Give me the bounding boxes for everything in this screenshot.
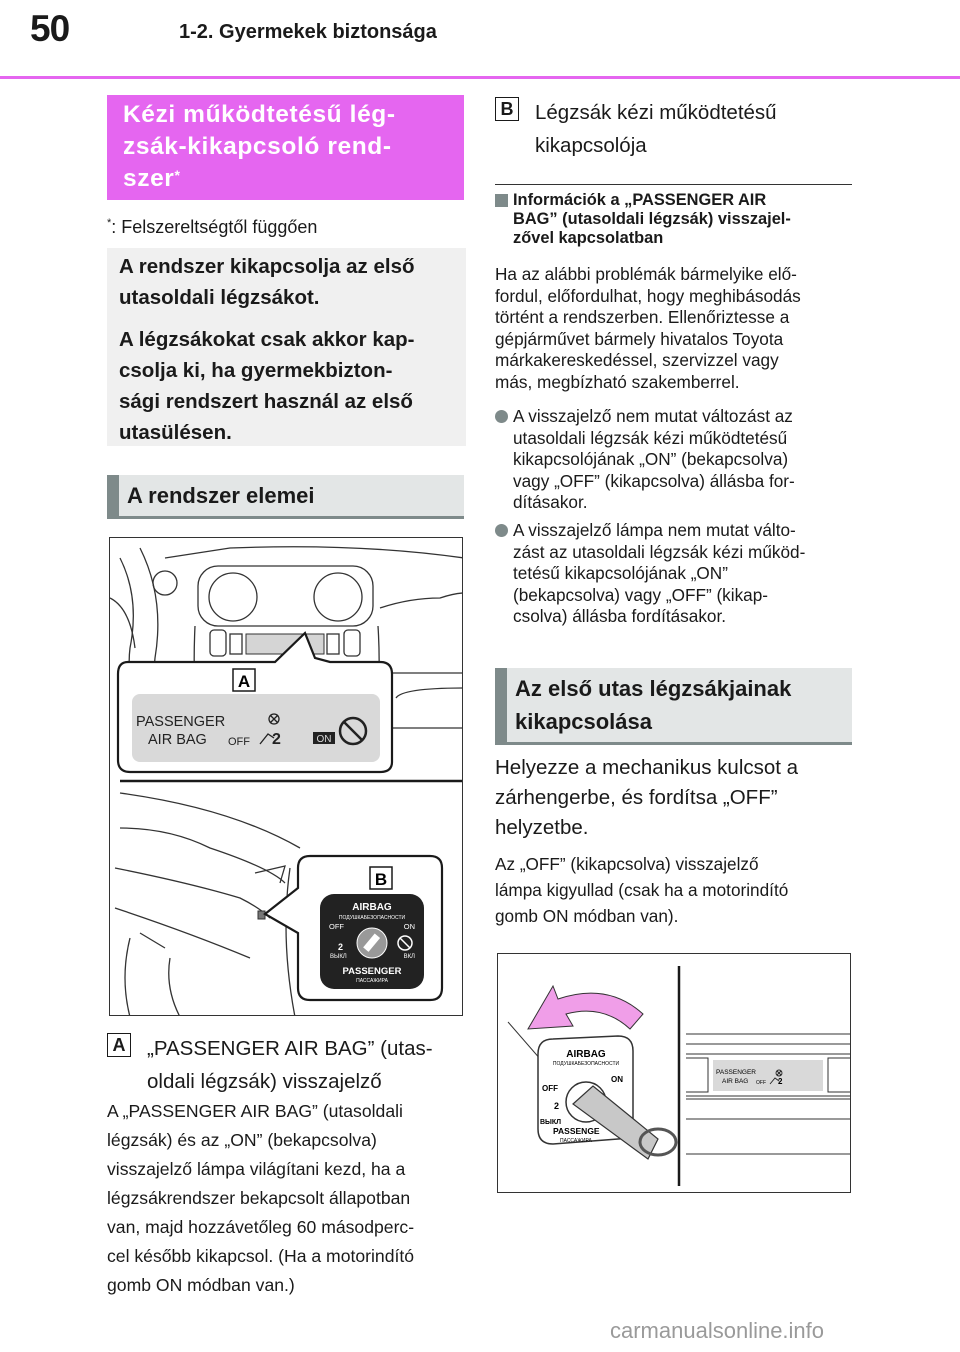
chapter-title: 1-2. Gyermekek biztonsága xyxy=(179,21,437,43)
info-paragraph: Ha az alábbi problémák bármelyike elő- fordul, előfordulhat, hogy meghibásodás történt a rendszerben. Ellenőriztesse a gépjárművet bármely hivatalos Toyota márkakereskedéssel, szervizzel vagy más, megbízható szakemberrel. xyxy=(495,264,801,392)
svg-text:PASSENGE: PASSENGE xyxy=(553,1126,600,1136)
bullet-dot-icon xyxy=(495,524,508,537)
footnote-marker: * xyxy=(174,167,181,183)
svg-text:ПАССАЖИРА: ПАССАЖИРА xyxy=(356,978,388,984)
svg-text:AIRBAG: AIRBAG xyxy=(566,1049,606,1060)
section-heading-disable-airbag: Az első utas légzsákjainak kikapcsolása xyxy=(495,668,852,745)
section-title-box xyxy=(107,95,464,200)
svg-text:OFF: OFF xyxy=(329,922,344,931)
svg-text:ON: ON xyxy=(403,922,415,931)
display-airbag-text: AIR BAG xyxy=(148,732,207,748)
display-seat-number: 2 xyxy=(272,731,281,748)
turn-arrow-icon xyxy=(528,986,643,1029)
notice-box xyxy=(107,248,466,446)
header-divider xyxy=(0,76,960,79)
display-passenger-text: PASSENGER xyxy=(136,714,226,730)
title-line: Kézi működtetésű lég- xyxy=(123,101,396,128)
notice-paragraph: A rendszer kikapcsolja az első utasoldali légzsákot. xyxy=(119,255,415,309)
svg-text:ON: ON xyxy=(611,1075,623,1084)
footnote: *: Felszereltségtől függően xyxy=(107,217,318,237)
svg-text:ПОДУШКАБЕЗОПАСНОСТИ: ПОДУШКАБЕЗОПАСНОСТИ xyxy=(338,915,406,921)
svg-text:ПОДУШКАБЕЗОПАСНОСТИ: ПОДУШКАБЕЗОПАСНОСТИ xyxy=(552,1061,620,1067)
callout-label-a: A xyxy=(237,672,251,691)
callout-label-b: B xyxy=(374,870,388,889)
svg-text:2: 2 xyxy=(554,1101,560,1111)
section-divider xyxy=(495,184,852,185)
notice-paragraph: A légzsákokat csak akkor kap- csolja ki, ha gyermekbizton- sági rendszert használ az első utasülésen. xyxy=(119,328,415,444)
title-line: szer* xyxy=(123,165,181,192)
label-a-box: A xyxy=(107,1033,131,1057)
svg-text:OFF: OFF xyxy=(542,1084,558,1093)
instruction-note: Az „OFF” (kikapcsolva) visszajelző lámpa kigyullad (csak ha a motorindító gomb ON módban van). xyxy=(495,854,789,926)
figure-system-components xyxy=(109,537,463,1016)
svg-text:PASSENGER: PASSENGER xyxy=(342,966,402,977)
svg-text:AIRBAG: AIRBAG xyxy=(352,902,392,913)
display-off-text: OFF xyxy=(228,736,250,748)
dashboard-illustration xyxy=(110,538,463,1016)
square-bullet-icon xyxy=(495,194,508,207)
section-heading-components: A rendszer elemei xyxy=(107,475,464,519)
bullet-dot-icon xyxy=(495,410,508,423)
instruction-step: Helyezze a mechanikus kulcsot a zárhengerbe, és fordítsa „OFF” helyzetbe. xyxy=(495,756,799,839)
svg-text:ВЫКЛ: ВЫКЛ xyxy=(330,954,347,960)
watermark: carmanualsonline.info xyxy=(610,1318,825,1343)
svg-text:2: 2 xyxy=(778,1077,783,1086)
svg-text:ПАССАЖИРА: ПАССАЖИРА xyxy=(560,1138,592,1144)
display-on-text: ON xyxy=(316,734,332,745)
key-switch-illustration xyxy=(498,954,851,1193)
svg-text:AIR BAG: AIR BAG xyxy=(722,1078,749,1085)
svg-text:PASSENGER: PASSENGER xyxy=(716,1069,756,1076)
item-a-line: „PASSENGER AIR BAG” (utas- xyxy=(147,1037,433,1060)
page-number: 50 xyxy=(30,8,70,49)
svg-text:ВЫКЛ: ВЫКЛ xyxy=(540,1119,562,1126)
item-b-line: Légzsák kézi működtetésű xyxy=(535,101,777,124)
item-a-line: oldali légzsák) visszajelző xyxy=(147,1070,382,1093)
svg-text:OFF: OFF xyxy=(756,1080,766,1086)
svg-text:2: 2 xyxy=(338,942,344,952)
svg-text:ВКЛ: ВКЛ xyxy=(403,954,415,960)
indicator-description: A „PASSENGER AIR BAG” (utasoldali légzsák) és az „ON” (bekapcsolva) visszajelző lámpa világítani kezd, ha a légzsákrendszer bekapcsolt állapotban van, majd hozzávetőleg 60 másodperc- cel később kikapcsol. (Ha a motorindító gomb ON módban van.) xyxy=(107,1101,415,1295)
item-b-line: kikapcsolója xyxy=(535,134,647,157)
label-b-box: B xyxy=(495,97,519,121)
title-line: zsák-kikapcsoló rend- xyxy=(123,133,392,160)
figure-key-turn xyxy=(497,953,851,1193)
